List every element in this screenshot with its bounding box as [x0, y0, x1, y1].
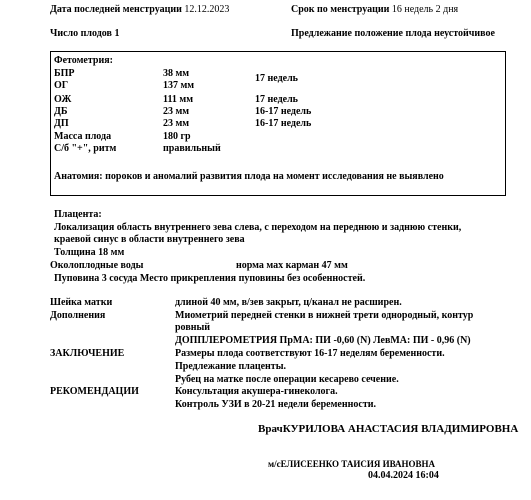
fetus-count: Число плодов 1 [50, 28, 120, 39]
presentation: Предлежание положение плода неустойчивое [291, 28, 495, 39]
additions-line-1: Миометрий передней стенки в нижней трети однородный, контур [175, 310, 474, 321]
conclusion-label: ЗАКЛЮЧЕНИЕ [50, 348, 125, 359]
fetometry-value-oj: 111 мм [163, 94, 194, 105]
recommendations-line-2: Контроль УЗИ в 20-21 недели беременности. [175, 399, 377, 410]
fetometry-label-og: ОГ [54, 80, 69, 91]
recommendations-line-1: Консультация акушера-гинеколога. [175, 386, 338, 397]
nurse-signature: м/сЕЛИСЕЕНКО ТАИСИЯ ИВАНОВНА [268, 459, 436, 469]
cervix-label: Шейка матки [50, 297, 113, 308]
placenta-title: Плацента: [54, 209, 102, 220]
fetometry-label-dp: ДП [54, 118, 69, 129]
recommendations-label: РЕКОМЕНДАЦИИ [50, 386, 139, 397]
lmp-label: Дата последней менструации [50, 4, 182, 15]
additions-line-2: ровный [175, 322, 211, 333]
conclusion-line-3: Рубец на матке после операции кесарево сечение. [175, 374, 399, 385]
report-datetime: 04.04.2024 16:04 [368, 470, 439, 481]
fetometry-label-oj: ОЖ [54, 94, 72, 105]
fetometry-weeks-oj: 17 недель [255, 94, 298, 105]
lmp-value: 12.12.2023 [184, 4, 230, 15]
fetometry-value-dp: 23 мм [163, 118, 190, 129]
fetometry-value-weight: 180 гр [163, 131, 191, 142]
amniotic-label: Околоплодные воды [50, 260, 144, 271]
fetometry-value-og: 137 мм [163, 80, 195, 91]
fetometry-value-db: 23 мм [163, 106, 190, 117]
fetometry-label-db: ДБ [54, 106, 68, 117]
fetometry-value-heart: правильный [163, 143, 221, 154]
conclusion-line-1: Размеры плода соответствуют 16-17 неделям беременности. [175, 348, 445, 359]
fetometry-label-heart: С/б "+", ритм [54, 143, 117, 154]
ga-value: 16 недель 2 дня [391, 4, 459, 15]
doctor-signature: ВрачКУРИЛОВА АНАСТАСИЯ ВЛАДИМИРОВНА [258, 423, 519, 435]
fetometry-label-bpr: БПР [54, 68, 75, 79]
placenta-thickness: Толщина 18 мм [54, 247, 125, 258]
doppler: ДОППЛЕРОМЕТРИЯ ПрМА: ПИ -0,60 (N) ЛевМА: ПИ - 0,96 (N) [175, 335, 471, 346]
anatomy-note: Анатомия: пороков и аномалий развития плода на момент исследования не выявлено [54, 171, 444, 182]
fetometry-weeks-dp: 16-17 недель [255, 118, 312, 129]
placenta-location-2: краевой синус в области внутреннего зева [54, 234, 245, 245]
fetometry-weeks-bpr: 17 недель [255, 73, 298, 84]
additions-label: Дополнения [50, 310, 106, 321]
fetometry-label-weight: Масса плода [54, 131, 112, 142]
lmp-row [50, 5, 229, 15]
cervix-value: длиной 40 мм, в/зев закрыт, ц/канал не расширен. [175, 297, 402, 308]
ga-label: Срок по менструации [291, 4, 390, 15]
fetometry-weeks-db: 16-17 недель [255, 106, 312, 117]
umbilical-cord: Пуповина 3 сосуда Место прикрепления пуповины без особенностей. [54, 273, 366, 284]
fetometry-value-bpr: 38 мм [163, 68, 190, 79]
ga-row [291, 5, 458, 15]
conclusion-line-2: Предлежание плаценты. [175, 361, 287, 372]
placenta-location-1: Локализация область внутреннего зева слева, с переходом на переднюю и заднюю стенки, [54, 222, 462, 233]
fetometry-title: Фетометрия: [54, 55, 113, 66]
amniotic-value: норма мах карман 47 мм [236, 260, 348, 271]
